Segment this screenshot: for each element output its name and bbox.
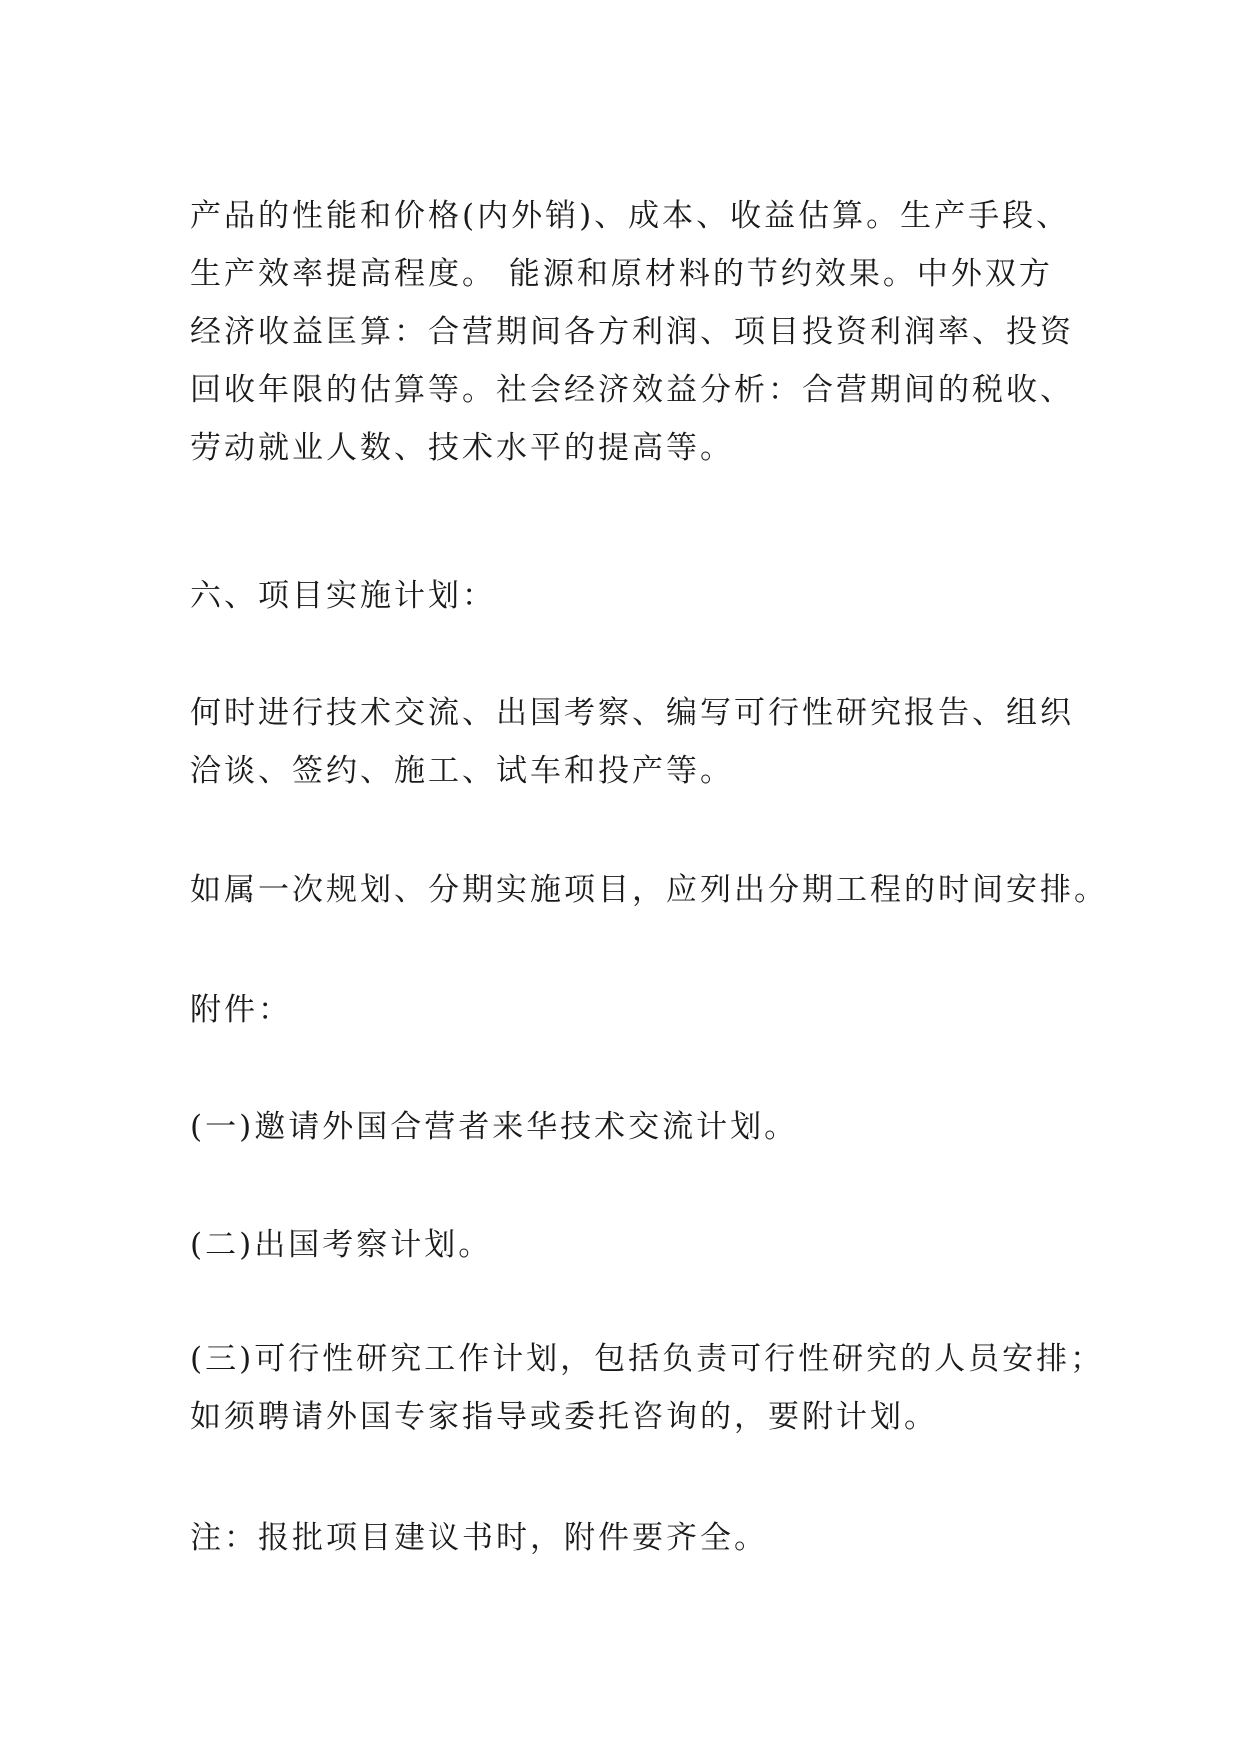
paragraph-timing (190, 684, 1074, 800)
section-heading-implementation-plan (190, 567, 1070, 625)
text-line: 洽谈、签约、施工、试车和投产等。 (190, 753, 734, 789)
attachment-item-2 (190, 1216, 1070, 1274)
text-line: (一)邀请外国合营者来华技术交流计划。 (190, 1109, 799, 1145)
text-line: 何时进行技术交流、出国考察、编写可行性研究报告、组织 (190, 695, 1074, 731)
note-paragraph (190, 1509, 1070, 1567)
text-line: 生产效率提高程度。 能源和原材料的节约效果。中外双方 (190, 256, 1053, 292)
text-line: 如属一次规划、分期实施项目，应列出分期工程的时间安排。 (190, 872, 1108, 908)
text-line: 回收年限的估算等。社会经济效益分析：合营期间的税收、 (190, 372, 1074, 408)
text-line: (三)可行性研究工作计划，包括负责可行性研究的人员安排； (190, 1341, 1105, 1377)
text-line: 劳动就业人数、技术水平的提高等。 (190, 430, 734, 466)
text-line: 产品的性能和价格(内外销)、成本、收益估算。生产手段、 (190, 198, 1071, 234)
attachments-heading (190, 981, 1070, 1039)
attachment-item-1 (190, 1098, 1070, 1156)
text-line: 如须聘请外国专家指导或委托咨询的，要附计划。 (190, 1399, 938, 1435)
text-line: 注：报批项目建议书时，附件要齐全。 (190, 1520, 768, 1556)
text-line: (二)出国考察计划。 (190, 1227, 493, 1263)
text-line: 附件： (190, 992, 292, 1028)
paragraph-phased-project (190, 861, 1108, 919)
text-line: 六、项目实施计划： (190, 578, 496, 614)
paragraph-benefit-analysis (190, 187, 1074, 477)
text-line: 经济收益匡算：合营期间各方利润、项目投资利润率、投资 (190, 314, 1074, 350)
attachment-item-3 (190, 1330, 1105, 1446)
